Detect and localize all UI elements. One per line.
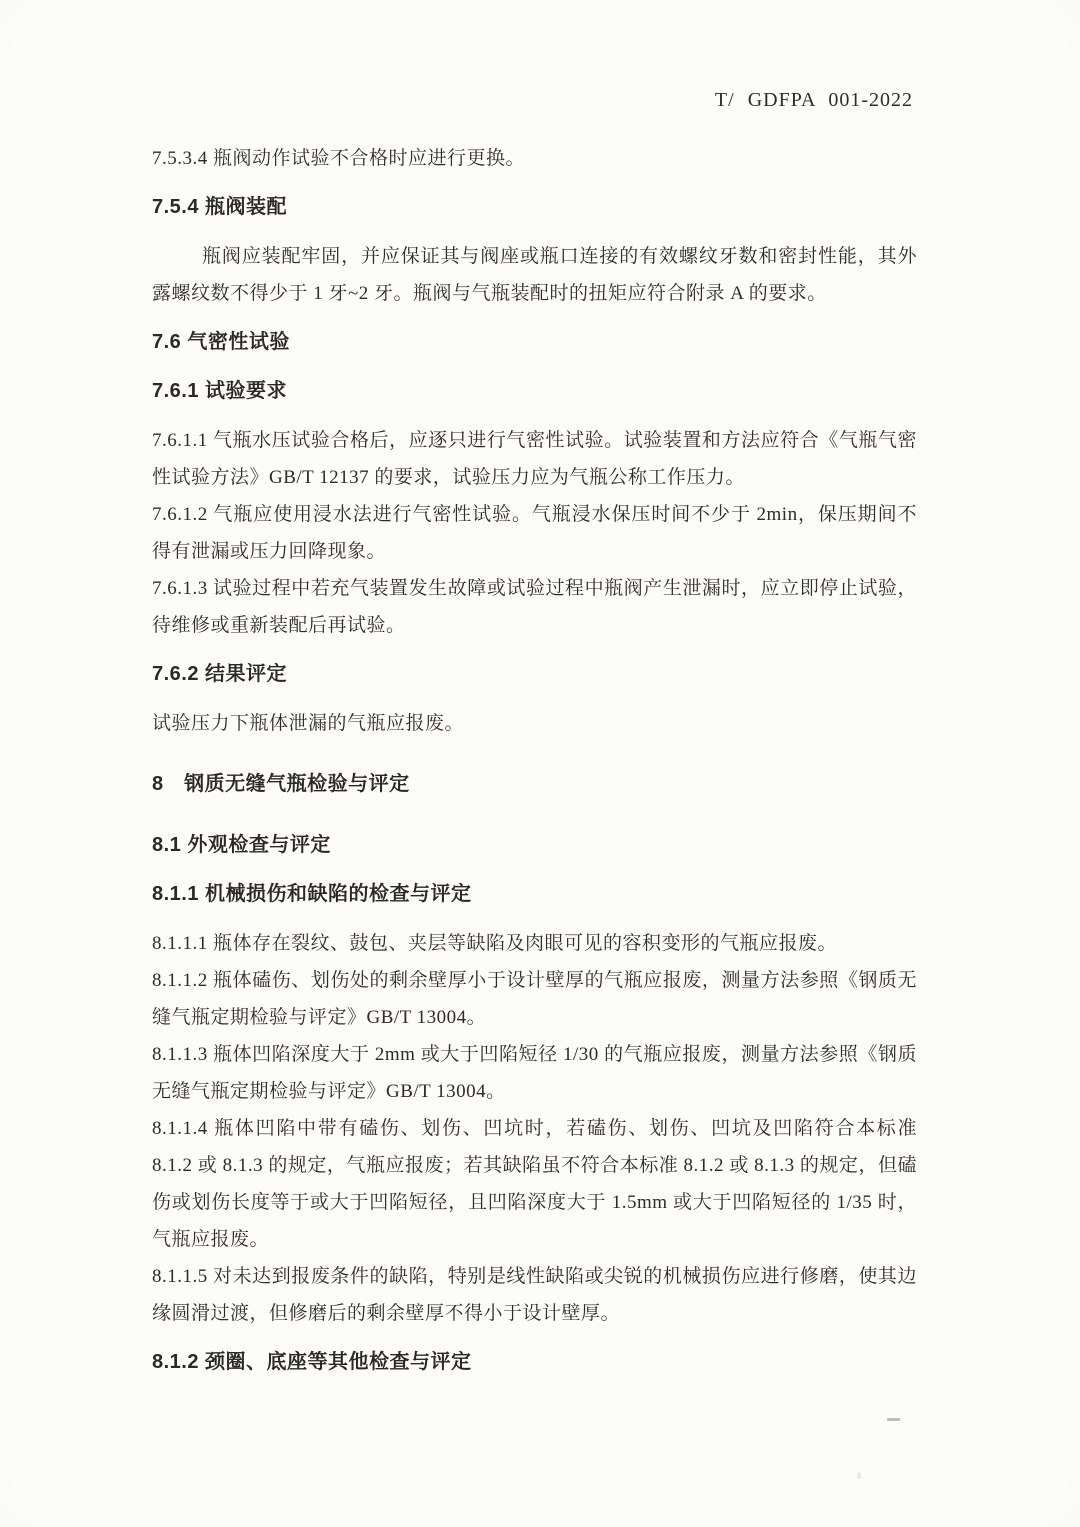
page-header xyxy=(0,0,1080,114)
paragraph-result-rating: 试验压力下瓶体泄漏的气瓶应报废。 xyxy=(152,713,465,734)
clause-8-1-1-3: 8.1.1.3 瓶体凹陷深度大于 2mm 或大于凹陷短径 1/30 的气瓶应报废，测量方法参照《钢质无缝气瓶定期检验与评定》GB/T 13004。 xyxy=(152,1044,917,1102)
heading-7-5-4: 7.5.4 瓶阀装配 xyxy=(152,196,288,218)
clause-8-1-1-2: 8.1.1.2 瓶体磕伤、划伤处的剩余壁厚小于设计壁厚的气瓶应报废，测量方法参照《钢质无缝气瓶定期检验与评定》GB/T 13004。 xyxy=(152,970,917,1028)
heading-7-6: 7.6 气密性试验 xyxy=(152,331,290,353)
clause-7-6-1-2: 7.6.1.2 气瓶应使用浸水法进行气密性试验。气瓶浸水保压时间不少于 2min，保压期间不得有泄漏或压力回降现象。 xyxy=(152,504,917,562)
clause-7-5-3-4: 7.5.3.4 瓶阀动作试验不合格时应进行更换。 xyxy=(152,148,526,169)
paragraph-valve-assembly: 瓶阀应装配牢固，并应保证其与阀座或瓶口连接的有效螺纹牙数和密封性能，其外露螺纹数不得少于 1 牙~2 牙。瓶阀与气瓶装配时的扭矩应符合附录 A 的要求。 xyxy=(152,246,917,304)
heading-7-6-1: 7.6.1 试验要求 xyxy=(152,380,288,402)
clause-7-6-1-3: 7.6.1.3 试验过程中若充气装置发生故障或试验过程中瓶阀产生泄漏时，应立即停止试验，待维修或重新装配后再试验。 xyxy=(152,578,917,636)
clause-8-1-1-1: 8.1.1.1 瓶体存在裂纹、鼓包、夹层等缺陷及肉眼可见的容积变形的气瓶应报废。 xyxy=(152,933,838,954)
clause-8-1-1-5: 8.1.1.5 对未达到报废条件的缺陷，特别是线性缺陷或尖锐的机械损伤应进行修磨，使其边缘圆滑过渡，但修磨后的剩余壁厚不得小于设计壁厚。 xyxy=(152,1266,917,1324)
heading-8-1: 8.1 外观检查与评定 xyxy=(152,834,331,856)
standard-number: T/ GDFPA 001-2022 xyxy=(714,89,913,111)
clause-7-6-1-1: 7.6.1.1 气瓶水压试验合格后，应逐只进行气密性试验。试验装置和方法应符合《气瓶气密性试验方法》GB/T 12137 的要求，试验压力应为气瓶公称工作压力。 xyxy=(152,430,917,488)
heading-7-6-2: 7.6.2 结果评定 xyxy=(152,663,288,685)
clause-8-1-1-4: 8.1.1.4 瓶体凹陷中带有磕伤、划伤、凹坑时，若磕伤、划伤、凹坑及凹陷符合本标准 8.1.2 或 8.1.3 的规定，气瓶应报废；若其缺陷虽不符合本标准 8.1.2 或 8.1.3 的规定，但磕伤或划伤长度等于或大于凹陷短径，且凹陷深度大于 1.5mm 或大于凹陷短径的 1/35 时，气瓶应报废。 xyxy=(152,1118,917,1250)
heading-8-1-1: 8.1.1 机械损伤和缺陷的检查与评定 xyxy=(152,883,472,905)
document-body xyxy=(0,114,1080,1381)
chapter-heading-8: 8 钢质无缝气瓶检验与评定 xyxy=(152,773,410,795)
heading-8-1-2: 8.1.2 颈圈、底座等其他检查与评定 xyxy=(152,1351,472,1373)
scan-artifact-speck xyxy=(857,1472,861,1479)
scan-artifact-dash xyxy=(887,1418,900,1421)
